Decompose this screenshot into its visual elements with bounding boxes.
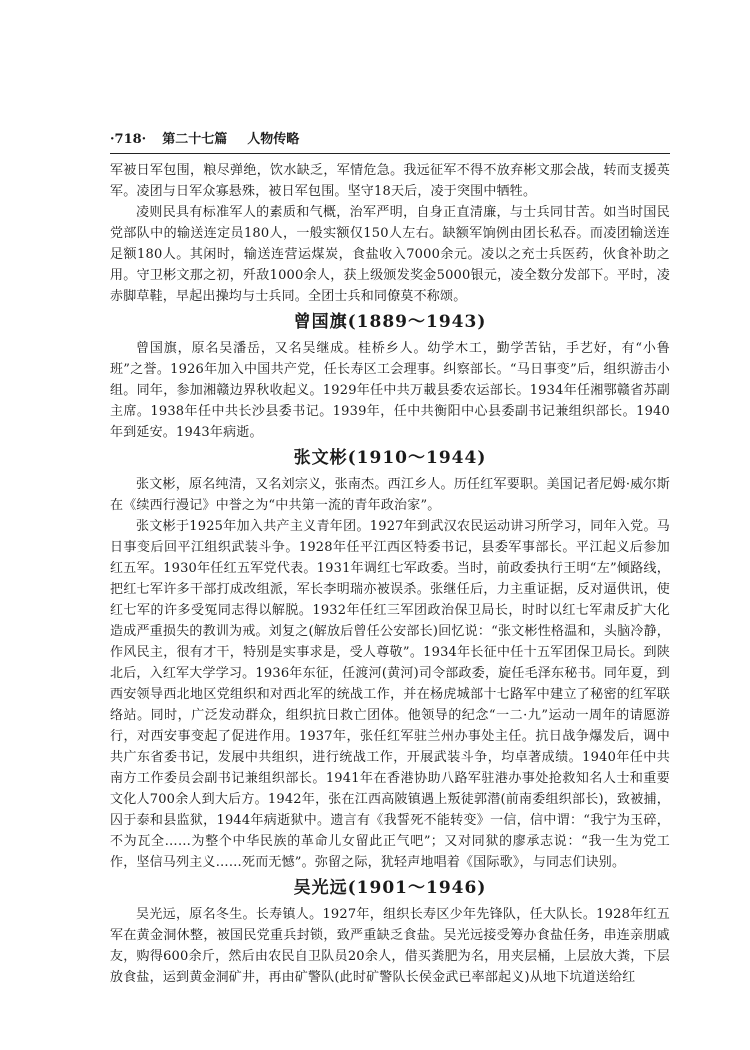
bio-heading-zeng-guoqi: 曾国旗(1889～1943)	[293, 312, 487, 332]
bio-wu-guangyuan-paragraph: 吴光远，原名冬生。长寿镇人。1927年，组织长寿区少年先锋队，任大队长。1928年红五军在黄金洞休整，被国民党重兵封锁，致严重缺乏食盐。吴光远接受筹办食盐任务，串连亲朋戚友，购得600余斤，然后由农民自卫队员20余人，借买粪肥为名，用夹层桶，上层放大粪，下层放食盐，运到黄金洞矿井，再由矿警队(此时矿警队长侯金武已率部起义)从地下坑道送给红	[110, 907, 670, 985]
running-header	[110, 128, 670, 147]
part-title: 第二十七篇	[162, 132, 228, 147]
bio-heading-zhang-wenbin: 张文彬(1910～1944)	[293, 448, 487, 468]
page-number: ·718·	[110, 132, 147, 147]
intro-paragraph-1: 军被日军包围，粮尽弹绝，饮水缺乏，军情危急。我远征军不得不放弃彬文那会战，转而支援英军。凌团与日军众寡悬殊，被日军包围。坚守18天后，凌于突围中牺牲。	[110, 163, 670, 199]
document-page	[110, 128, 670, 988]
bio-zhang-wenbin-paragraph-2: 张文彬于1925年加入共产主义青年团。1927年到武汉农民运动讲习所学习，同年入党。马日事变后回平江组织武装斗争。1928年任平江西区特委书记，县委军事部长。平江起义后参加红五军。1930年任红五军党代表。1931年调红七军政委。当时，前政委执行王明“左”倾路线，把红七军许多干部打成改组派，军长李明瑞亦被误杀。张继任后，力主重证据，反对逼供讯，使红七军的许多受冤同志得以解脱。1932年任红三军团政治保卫局长，时时以红七军肃反扩大化造成严重损失的教训为戒。刘复之(解放后曾任公安部长)回忆说：“张文彬性格温和，头脑冷静，作风民主，很有才干，特别是实事求是，受人尊敬”。1934年长征中任十五军团保卫局长。到陕北后，入红军大学学习。1936年东征，任渡河(黄河)司令部政委，旋任毛泽东秘书。同年夏，到西安领导西北地区党组织和对西北军的统战工作，并在杨虎城部十七路军中建立了秘密的红军联络站。同时，广泛发动群众，组织抗日救亡团体。他领导的纪念“一二·九”运动一周年的请愿游行，对西安事变起了促进作用。1937年，张任红军驻兰州办事处主任。抗日战争爆发后，调中共广东省委书记，发展中共组织，进行统战工作，开展武装斗争，均卓著成绩。1940年任中共南方工作委员会副书记兼组织部长。1941年在香港协助八路军驻港办事处抢救知名人士和重要文化人700余人到大后方。1942年，张在江西高陂镇遇上叛徒郭潜(前南委组织部长)，致被捕，囚于泰和县监狱，1944年病逝狱中。遗言有《我誓死不能转变》一信，信中谓：“我宁为玉碎，不为瓦全……为整个中华民族的革命儿女留此正气吧”；又对同狱的廖承志说：“我一生为党工作，坚信马列主义……死而无憾”。弥留之际，犹轻声地唱着《国际歌》，与同志们诀别。	[110, 519, 670, 870]
intro-paragraph-2: 凌则民具有标准军人的素质和气概，治军严明，自身正直清廉，与士兵同甘苦。如当时国民党部队中的输送连定员180人，一般实额仅150人左右。缺额军饷例由团长私吞。而凌团输送连足额180人。其闲时，输送连营运煤炭，食盐收入7000余元。凌以之充士兵医药，伙食补助之用。守卫彬文那之初，歼敌1000余人，获上级颁发奖金5000银元，凌全数分发部下。平时，凌赤脚草鞋，早起出操均与士兵同。全团士兵和同僚莫不称颂。	[110, 205, 670, 304]
bio-zeng-guoqi-paragraph: 曾国旗，原名吴潘岳，又名吴继成。桂桥乡人。幼学木工，勤学苦钻，手艺好，有“小鲁班”之誉。1926年加入中国共产党，任长寿区工会理事。纠察部长。“马日事变”后，组织游击小组。同年，参加湘赣边界秋收起义。1929年任中共万載县委农运部长。1934年任湘鄂赣省苏副主席。1938年任中共长沙县委书记。1939年，任中共衡阳中心县委副书记兼组织部长。1940年到延安。1943年病逝。	[110, 341, 670, 440]
header-rule	[110, 153, 670, 154]
bio-heading-wu-guangyuan: 吴光远(1901～1946)	[293, 878, 487, 898]
bio-zhang-wenbin-paragraph-1: 张文彬，原名纯清，又名刘宗义，张南杰。西江乡人。历任红军要职。美国记者尼姆·威尔斯在《续西行漫记》中誉之为“中共第一流的青年政治家”。	[110, 477, 670, 513]
section-title: 人物传略	[247, 132, 300, 147]
